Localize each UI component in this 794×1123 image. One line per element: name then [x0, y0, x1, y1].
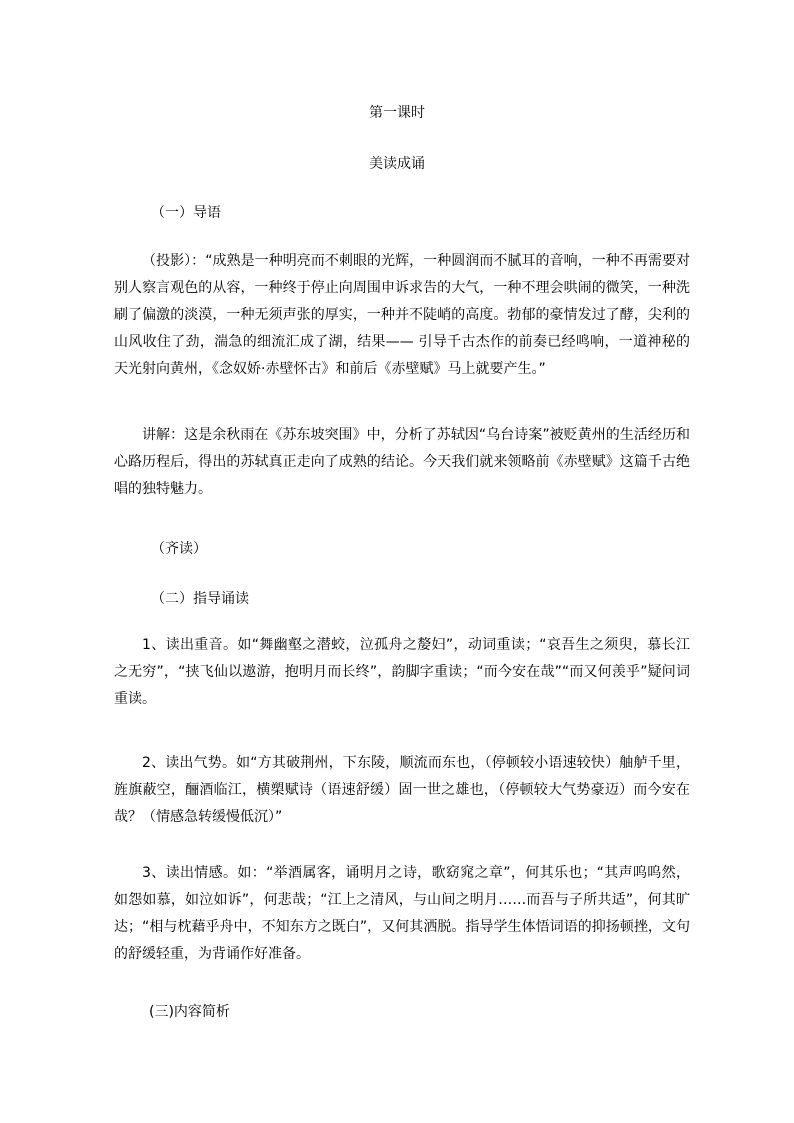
read-together-note: （齐读） [151, 541, 207, 557]
projection-paragraph: （投影）：“成熟是一种明亮而不刺眼的光辉，一种圆润而不腻耳的音响，一种不再需要对别人察言观色的从容，一种终于停止向周围申诉求告的大气，一种不理会哄闹的微笑，一种洗刷了偏激的淡漠，一种无须声张的厚实，一种并不陡峭的高度。勃郁的豪情发过了酵，尖利的山风收住了劲，湍急的细流汇成了湖，结果—— 引导千古杰作的前奏已经鸣响，一道神秘的天光射向黄州，《念奴娇·赤壁怀古》和前后《赤壁赋》马上就要产生。” [114, 253, 690, 377]
lesson-subtitle: 美读成诵 [369, 156, 425, 172]
reading-point-3: 3、读出情感。如：“举酒属客，诵明月之诗，歌窈窕之章”，何其乐也；“其声呜呜然，如怨如慕，如泣如诉”，何悲哉；“江上之清风，与山间之明月……而吾与子所共适”，何其旷达；“相与枕藉乎舟中，不知东方之既白”，又何其洒脱。指导学生体悟词语的抑扬顿挫，文句的舒缓轻重，为背诵作好准备。 [114, 865, 690, 962]
section-heading-guide: （二）指导诵读 [151, 591, 249, 607]
lesson-title: 第一课时 [369, 105, 425, 121]
explanation-paragraph: 讲解：这是余秋雨在《苏东坡突围》中，分析了苏轼因“乌台诗案”被贬黄州的生活经历和心路历程后，得出的苏轼真正走向了成熟的结论。今天我们就来领略前《赤壁赋》这篇千古绝唱的独特魅力。 [114, 427, 690, 497]
section-heading-content: (三)内容简析 [149, 1004, 230, 1020]
reading-point-1: 1、读出重音。如“舞幽壑之潜蛟，泣孤舟之嫠妇”，动词重读；“哀吾生之须臾，慕长江之无穷”，“挟飞仙以遨游，抱明月而长终”，韵脚字重读；“而今安在哉”“而又何羡乎”疑问词重读。 [114, 637, 690, 707]
reading-point-2: 2、读出气势。如“方其破荆州，下东陵，顺流而东也，（停顿较小语速较快）舳舻千里，旌旗蔽空，酾酒临江，横槊赋诗（语速舒缓）固一世之雄也，（停顿较大气势豪迈）而今安在哉？（情感急转缓慢低沉）” [114, 755, 690, 825]
section-heading-intro: （一）导语 [151, 205, 221, 221]
